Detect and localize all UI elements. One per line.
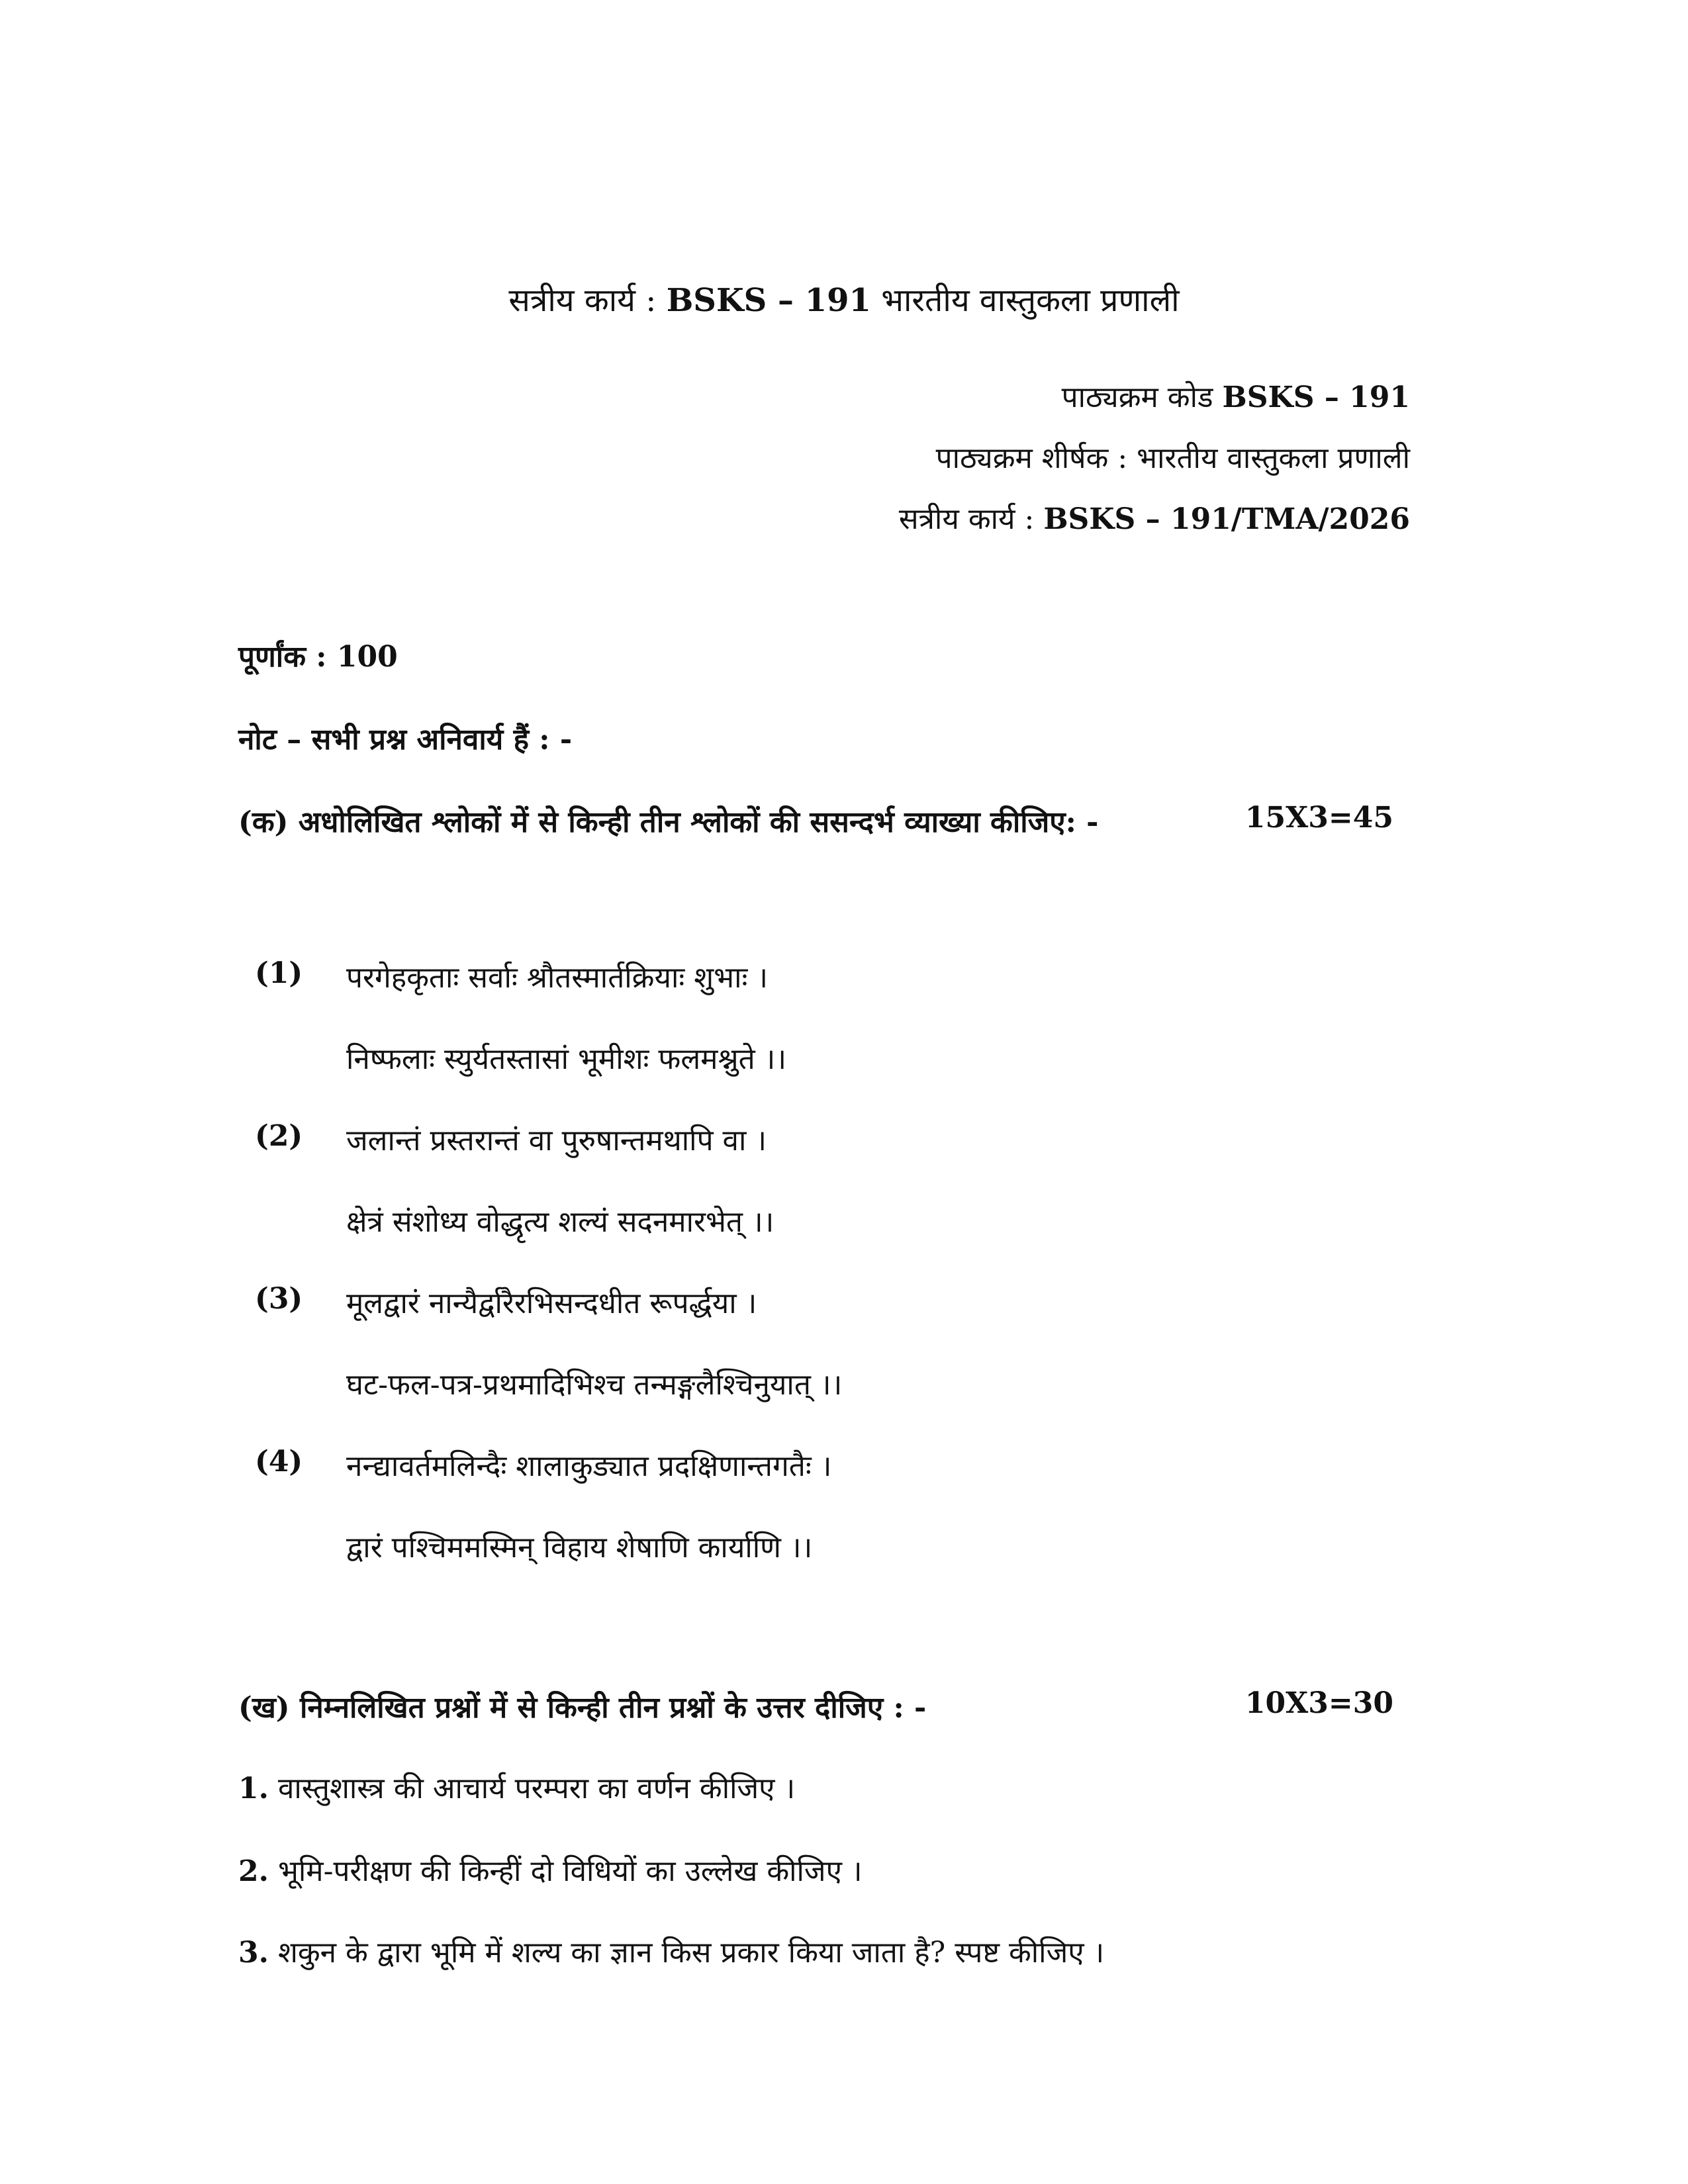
verse-number: (1) <box>255 956 303 990</box>
assignment-value: BSKS – 191/TMA/2026 <box>1043 502 1410 536</box>
verse-line: क्षेत्रं संशोध्य वोद्धृत्य शल्यं सदनमारभेत् ।। <box>346 1205 774 1239</box>
question-item <box>238 1850 863 1889</box>
question-text: भूमि-परीक्षण की किन्हीं दो विधियों का उल्लेख कीजिए । <box>277 1854 863 1888</box>
verse-number: (4) <box>255 1445 303 1479</box>
verse-number: (2) <box>255 1119 303 1153</box>
course-code-value: BSKS – 191 <box>1222 381 1410 414</box>
assignment-code-line <box>899 498 1410 537</box>
course-title-value: भारतीय वास्तुकला प्रणाली <box>1137 441 1410 475</box>
title-code: BSKS – 191 <box>666 282 871 319</box>
question-number: 3. <box>238 1936 269 1970</box>
page-title <box>0 278 1688 321</box>
verse-number: (3) <box>255 1282 303 1316</box>
verse-line: नन्द्यावर्तमलिन्दैः शालाकुड्यात प्रदक्षिणान्तगतैः । <box>346 1449 832 1483</box>
course-title-label: पाठ्यक्रम शीर्षक : <box>935 441 1128 475</box>
assignment-label: सत्रीय कार्य : <box>898 502 1035 536</box>
question-text: वास्तुशास्त्र की आचार्य परम्परा का वर्णन कीजिए । <box>277 1772 796 1805</box>
course-code-label: पाठ्यक्रम कोड <box>1061 381 1213 414</box>
note: नोट – सभी प्रश्न अनिवार्य हैं : - <box>238 723 573 756</box>
section-a-marks: 15X3=45 <box>1244 801 1393 835</box>
course-title-line <box>936 437 1410 477</box>
section-b-marks: 10X3=30 <box>1244 1686 1393 1720</box>
verse-line: घट-फल-पत्र-प्रथमादिभिश्च तन्मङ्गलैश्चिनुयात् ।। <box>346 1368 843 1402</box>
total-marks: पूर्णांक : 100 <box>238 640 398 674</box>
section-a-instruction: (क) अधोलिखित श्लोकों में से किन्ही तीन श्लोकों की ससन्दर्भ व्याख्या कीजिए: - <box>238 805 1099 839</box>
question-text: शकुन के द्वारा भूमि में शल्य का ज्ञान किस प्रकार किया जाता है? स्पष्ट कीजिए । <box>277 1936 1105 1970</box>
title-suffix: भारतीय वास्तुकला प्रणाली <box>881 282 1180 319</box>
question-item <box>238 1931 1104 1971</box>
verse-line: द्वारं पश्चिममस्मिन् विहाय शेषाणि कार्याणि ।। <box>346 1531 813 1565</box>
verse-line: मूलद्वारं नान्यैर्द्वारैरभिसन्दधीत रूपर्द्धया । <box>346 1287 757 1320</box>
section-b-instruction: (ख) निम्नलिखित प्रश्नों में से किन्ही तीन प्रश्नों के उत्तर दीजिए : - <box>238 1691 927 1725</box>
question-number: 2. <box>238 1854 269 1888</box>
question-number: 1. <box>238 1772 269 1805</box>
course-code-line <box>1062 376 1410 416</box>
verse-line: निष्फलाः स्युर्यतस्तासां भूमीशः फलमश्नुते ।। <box>346 1042 786 1076</box>
question-item <box>238 1767 795 1807</box>
verse-line: जलान्तं प्रस्तरान्तं वा पुरुषान्तमथापि वा । <box>346 1124 767 1158</box>
verse-line: परगेहकृताः सर्वाः श्रौतस्मार्तक्रियाः शुभाः । <box>346 961 769 995</box>
title-prefix: सत्रीय कार्य : <box>508 282 657 319</box>
